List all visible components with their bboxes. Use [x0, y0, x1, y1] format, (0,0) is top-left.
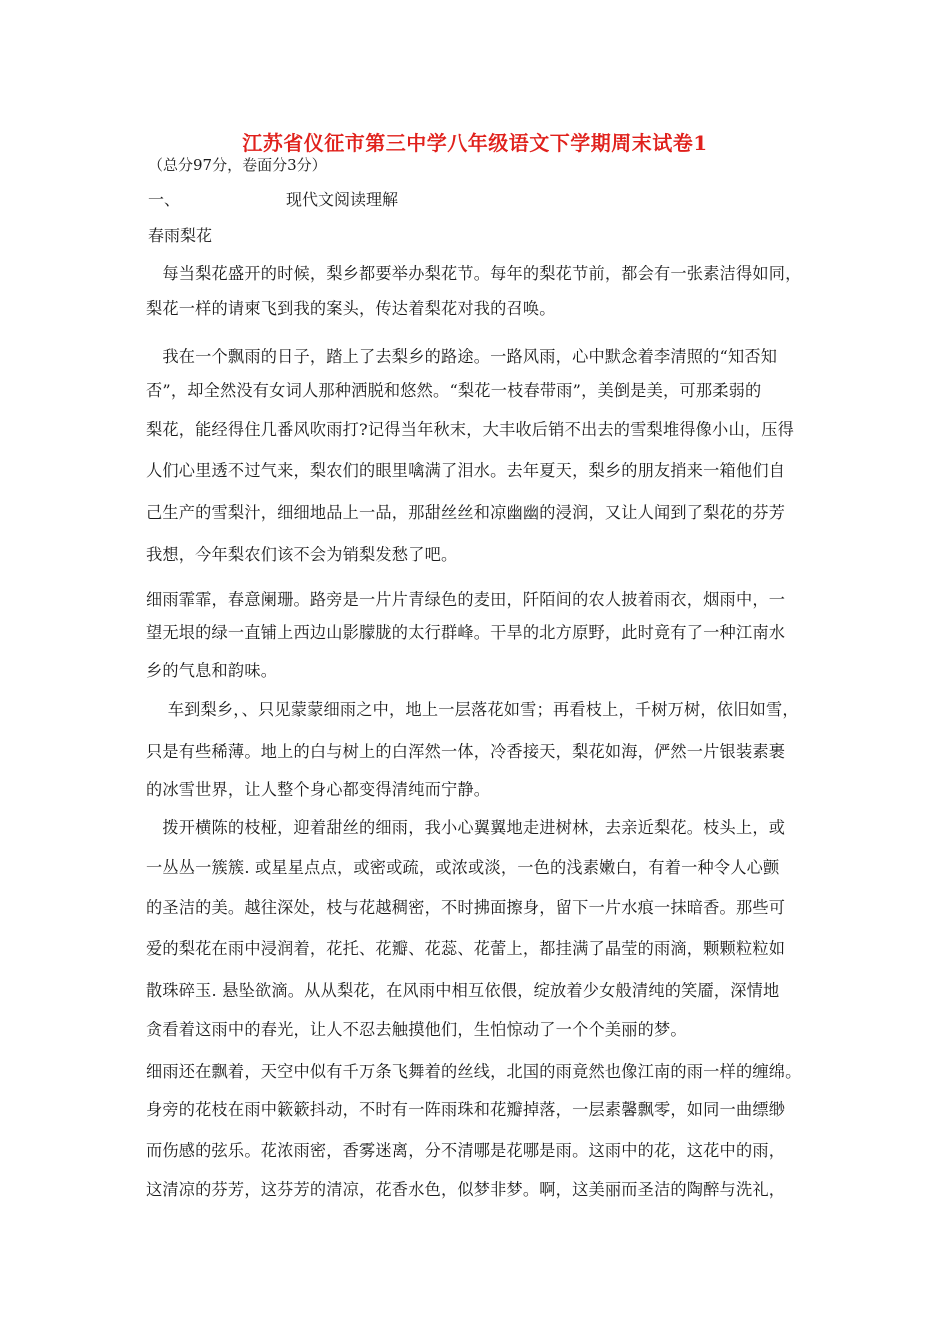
passage-title: 春雨梨花: [148, 226, 213, 245]
paragraph-line: 人们心里透不过气来，梨农们的眼里噙满了泪水。去年夏天，梨乡的朋友捎来一箱他们自: [146, 461, 786, 480]
paragraph-line: 车到梨乡，、只见蒙蒙细雨之中，地上一层落花如雪；再看枝上，千树万树，依旧如雪，: [146, 700, 799, 719]
page-title: 江苏省仪征市第三中学八年级语文下学期周末试卷1: [242, 131, 708, 155]
paragraph-line: 梨花一样的请柬飞到我的案头，传达着梨花对我的召唤。: [146, 299, 556, 318]
paragraph-line: 我想，今年梨农们该不会为销梨发愁了吧。: [146, 545, 458, 564]
paragraph-line: 而伤感的弦乐。花浓雨密，香雾迷离，分不清哪是花哪是雨。这雨中的花，这花中的雨，: [146, 1141, 786, 1160]
paragraph-line: 每当梨花盛开的时候，梨乡都要举办梨花节。每年的梨花节前，都会有一张素洁得如同，: [146, 264, 802, 283]
paragraph-line: 拨开横陈的枝桠，迎着甜丝的细雨，我小心翼翼地走进树林，去亲近梨花。枝头上，或: [146, 818, 786, 837]
paragraph-line: 一丛丛一簇簇. 或星星点点，或密或疏，或浓或淡，一色的浅素嫩白，有着一种令人心颤: [146, 858, 780, 877]
paragraph-line: 细雨还在飘着，天空中似有千万条飞舞着的丝线，北国的雨竟然也像江南的雨一样的缠绵。: [146, 1062, 802, 1081]
paragraph-line: 贪看着这雨中的春光，让人不忍去触摸他们，生怕惊动了一个个美丽的梦。: [146, 1020, 687, 1039]
paragraph-line: 爱的梨花在雨中浸润着，花托、花瓣、花蕊、花蕾上，都挂满了晶莹的雨滴，颗颗粒粒如: [146, 939, 786, 958]
paragraph-line: 的圣洁的美。越往深处，枝与花越稠密，不时拂面擦身，留下一片水痕一抹暗香。那些可: [146, 898, 786, 917]
paragraph-line: 这清凉的芬芳，这芬芳的清凉，花香水色，似梦非梦。啊，这美丽而圣洁的陶醉与洗礼，: [146, 1180, 786, 1199]
paragraph-line: 梨花，能经得住几番风吹雨打?记得当年秋末，大丰收后销不出去的雪梨堆得像小山，压得: [146, 420, 794, 439]
paragraph-line: 散珠碎玉. 悬坠欲滴。从从梨花，在风雨中相互依偎，绽放着少女般清纯的笑靥，深情地: [146, 981, 780, 1000]
paragraph-line: 我在一个飘雨的日子，踏上了去梨乡的路途。一路风雨，心中默念着李清照的“知否知: [146, 347, 778, 366]
paragraph-line: 细雨霏霏，春意阑珊。路旁是一片片青绿色的麦田，阡陌间的农人披着雨衣，烟雨中，一: [146, 590, 786, 609]
section-number: 一、: [148, 190, 181, 209]
paragraph-line: 的冰雪世界，让人整个身心都变得清纯而宁静。: [146, 780, 491, 799]
paragraph-line: 己生产的雪梨汁，细细地品上一品，那甜丝丝和凉幽幽的浸润，又让人闻到了梨花的芬芳: [146, 503, 786, 522]
score-note: （总分97分，卷面分3分）: [148, 156, 327, 174]
paragraph-line: 望无垠的绿一直铺上西边山影朦胧的太行群峰。干旱的北方原野，此时竟有了一种江南水: [146, 623, 786, 642]
paragraph-line: 只是有些稀薄。地上的白与树上的白浑然一体，冷香接天，梨花如海，俨然一片银装素裹: [146, 742, 786, 761]
paragraph-line: 身旁的花枝在雨中簌簌抖动，不时有一阵雨珠和花瓣掉落，一层素馨飘零，如同一曲缥缈: [146, 1100, 786, 1119]
paragraph-line: 乡的气息和韵味。: [146, 661, 278, 680]
paragraph-line: 否”，却全然没有女词人那种洒脱和悠然。“梨花一枝春带雨”，美倒是美，可那柔弱的: [146, 381, 762, 400]
section-title: 现代文阅读理解: [286, 190, 399, 209]
